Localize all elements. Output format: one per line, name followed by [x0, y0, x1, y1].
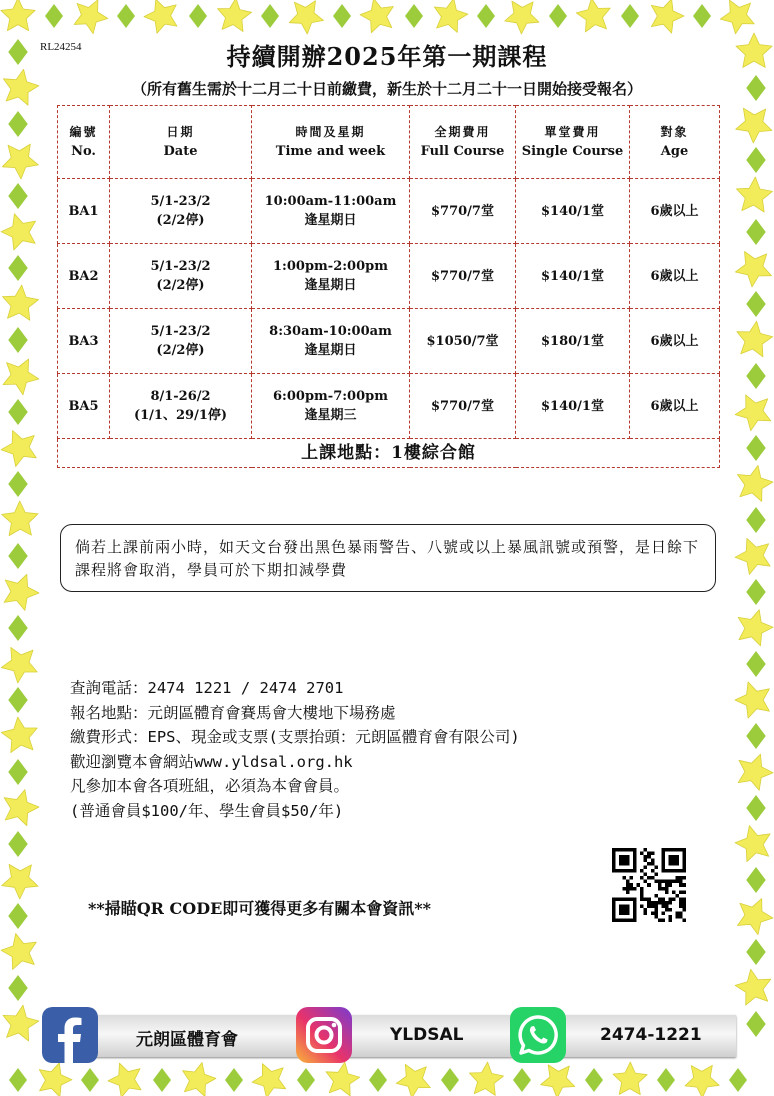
star-decoration	[469, 1062, 503, 1095]
star-decoration	[1, 647, 37, 683]
diamond-decoration	[441, 1068, 459, 1092]
info-website: 歡迎瀏覽本會網站www.yldsal.org.hk	[70, 752, 353, 771]
diamond-decoration	[513, 1068, 531, 1092]
star-decoration	[576, 0, 610, 32]
whatsapp-icon[interactable]	[510, 1007, 566, 1063]
instagram-icon[interactable]	[296, 1007, 352, 1063]
star-decoration	[735, 395, 771, 431]
qr-caption: **掃瞄QR CODE即可獲得更多有關本會資訊**	[88, 899, 432, 918]
info-fees: (普通會員$100/年、學生會員$50/年)	[70, 801, 344, 820]
venue-text: 上課地點：1樓綜合館	[58, 439, 720, 468]
info-membership: 凡參加本會各項班組，必須為本會會員。	[70, 777, 350, 795]
star-decoration	[2, 501, 38, 536]
star-decoration	[685, 1065, 719, 1096]
diamond-decoration	[8, 615, 28, 641]
star-decoration	[735, 969, 771, 1005]
star-decoration	[720, 0, 754, 34]
star-decoration	[651, 0, 684, 33]
diamond-decoration	[45, 4, 63, 28]
star-decoration	[4, 790, 39, 826]
cell-full-fee: $1050/7堂	[410, 309, 516, 374]
diamond-decoration	[746, 795, 766, 821]
star-decoration	[144, 0, 177, 33]
diamond-decoration	[549, 4, 567, 28]
diamond-decoration	[8, 759, 28, 785]
diamond-decoration	[746, 507, 766, 533]
page-title: 持續開辦2025年第一期課程	[226, 42, 548, 71]
header-time: 時間及星期 Time and week	[252, 106, 410, 179]
diamond-decoration	[225, 1068, 243, 1092]
star-decoration	[3, 1005, 39, 1041]
table-row	[58, 179, 720, 244]
cell-single-fee: $140/1堂	[516, 244, 630, 309]
diamond-decoration	[746, 579, 766, 605]
diamond-decoration	[333, 4, 351, 28]
star-decoration	[738, 465, 773, 501]
diamond-decoration	[746, 435, 766, 461]
star-decoration	[1, 214, 36, 250]
cell-date: 5/1-23/2 (2/2停)	[110, 179, 252, 244]
star-decoration	[3, 285, 39, 320]
cell-date: 5/1-23/2 (2/2停)	[110, 244, 252, 309]
diamond-decoration	[746, 363, 766, 389]
cell-no: BA5	[58, 374, 110, 439]
contact-info	[70, 676, 520, 823]
diamond-decoration	[746, 651, 766, 677]
diamond-decoration	[8, 831, 28, 857]
diamond-decoration	[8, 327, 28, 353]
cell-age: 6歲以上	[630, 309, 720, 374]
diamond-decoration	[746, 147, 766, 173]
diamond-decoration	[8, 543, 28, 569]
diamond-decoration	[9, 1068, 27, 1092]
diamond-decoration	[746, 939, 766, 965]
star-decoration	[735, 682, 769, 718]
diamond-decoration	[729, 1068, 747, 1092]
star-decoration	[541, 1065, 575, 1096]
diamond-decoration	[369, 1068, 387, 1092]
diamond-decoration	[8, 687, 28, 713]
schedule-table	[57, 105, 720, 468]
star-decoration	[4, 574, 39, 610]
star-decoration	[434, 0, 468, 32]
table-row	[58, 374, 720, 439]
diamond-decoration	[297, 1068, 315, 1092]
footer-whatsapp-number: 2474-1221	[600, 1025, 702, 1045]
star-decoration	[505, 1, 539, 34]
diamond-decoration	[405, 4, 423, 28]
diamond-decoration	[746, 291, 766, 317]
star-decoration	[737, 321, 773, 357]
cell-single-fee: $180/1堂	[516, 309, 630, 374]
cell-no: BA3	[58, 309, 110, 374]
info-payment: 繳費形式：EPS、現金或支票(支票抬頭：元朗區體育會有限公司)	[70, 728, 520, 746]
header-date: 日期 Date	[110, 106, 252, 179]
table-header-row	[58, 106, 720, 179]
star-decoration	[2, 144, 38, 179]
cell-time: 8:30am-10:00am 逢星期日	[252, 309, 410, 374]
star-decoration	[613, 1062, 647, 1095]
star-decoration	[736, 177, 772, 212]
star-decoration	[183, 1063, 216, 1096]
diamond-decoration	[261, 4, 279, 28]
star-decoration	[738, 754, 773, 790]
venue-row	[58, 439, 720, 468]
diamond-decoration	[657, 1068, 675, 1092]
cell-time: 10:00am-11:00am 逢星期日	[252, 179, 410, 244]
weather-notice: 倘若上課前兩小時，如天文台發出黑色暴雨警告、八號或以上暴風訊號或預警，是日餘下課程將會取消，學員可於下期扣減學費	[60, 524, 716, 592]
star-decoration	[1, 431, 36, 467]
cell-time: 6:00pm-7:00pm 逢星期三	[252, 374, 410, 439]
cell-date: 5/1-23/2 (2/2停)	[110, 309, 252, 374]
cell-full-fee: $770/7堂	[410, 244, 516, 309]
cell-full-fee: $770/7堂	[410, 179, 516, 244]
star-decoration	[39, 1063, 72, 1096]
star-decoration	[3, 359, 39, 395]
star-decoration	[735, 538, 770, 574]
star-decoration	[74, 0, 108, 34]
qr-code[interactable]	[612, 848, 686, 922]
header-age: 對象 Age	[630, 106, 720, 179]
header-full-course: 全期費用 Full Course	[410, 106, 516, 179]
star-decoration	[2, 864, 38, 899]
diamond-decoration	[8, 399, 28, 425]
facebook-icon[interactable]	[42, 1007, 98, 1063]
cell-date: 8/1-26/2 (1/1、29/1停)	[110, 374, 252, 439]
star-decoration	[735, 826, 770, 862]
star-decoration	[1, 934, 36, 970]
star-decoration	[738, 899, 773, 935]
star-decoration	[1, 717, 37, 753]
diamond-decoration	[585, 1068, 603, 1092]
star-decoration	[735, 252, 771, 287]
star-decoration	[218, 0, 252, 32]
table-row	[58, 244, 720, 309]
cell-age: 6歲以上	[630, 179, 720, 244]
diamond-decoration	[621, 4, 639, 28]
star-decoration	[396, 1064, 430, 1096]
star-decoration	[108, 1063, 141, 1096]
diamond-decoration	[8, 111, 28, 137]
diamond-decoration	[746, 867, 766, 893]
diamond-decoration	[117, 4, 135, 28]
diamond-decoration	[189, 4, 207, 28]
footer-instagram-name: YLDSAL	[390, 1025, 464, 1045]
cell-age: 6歲以上	[630, 244, 720, 309]
cell-full-fee: $770/7堂	[410, 374, 516, 439]
cell-single-fee: $140/1堂	[516, 179, 630, 244]
header-single-course: 單堂費用 Single Course	[516, 106, 630, 179]
diamond-decoration	[8, 975, 28, 1001]
diamond-decoration	[746, 1011, 766, 1037]
star-decoration	[736, 108, 772, 143]
diamond-decoration	[693, 4, 711, 28]
cell-time: 1:00pm-2:00pm 逢星期日	[252, 244, 410, 309]
cell-single-fee: $140/1堂	[516, 374, 630, 439]
diamond-decoration	[81, 1068, 99, 1092]
page-subtitle: （所有舊生需於十二月二十日前繳費，新生於十二月二十一日開始接受報名）	[131, 80, 642, 98]
diamond-decoration	[8, 903, 28, 929]
cell-age: 6歲以上	[630, 374, 720, 439]
star-decoration	[326, 1062, 360, 1096]
diamond-decoration	[8, 183, 28, 209]
diamond-decoration	[153, 1068, 171, 1092]
star-decoration	[360, 0, 393, 33]
diamond-decoration	[746, 723, 766, 749]
star-decoration	[738, 610, 773, 646]
star-decoration	[1, 0, 35, 31]
info-phone: 查詢電話：2474 1221 / 2474 2701	[70, 679, 344, 697]
header-no: 編號 No.	[58, 106, 110, 179]
cell-no: BA2	[58, 244, 110, 309]
diamond-decoration	[8, 471, 28, 497]
table-row	[58, 309, 720, 374]
diamond-decoration	[477, 4, 495, 28]
document-code: RL24254	[40, 41, 82, 53]
info-location: 報名地點：元朗區體育會賽馬會大樓地下場務處	[70, 703, 396, 722]
diamond-decoration	[746, 219, 766, 245]
cell-no: BA1	[58, 179, 110, 244]
star-decoration	[252, 1064, 286, 1096]
diamond-decoration	[8, 255, 28, 281]
star-decoration	[289, 1, 323, 34]
footer-facebook-name: 元朗區體育會	[136, 1030, 238, 1050]
